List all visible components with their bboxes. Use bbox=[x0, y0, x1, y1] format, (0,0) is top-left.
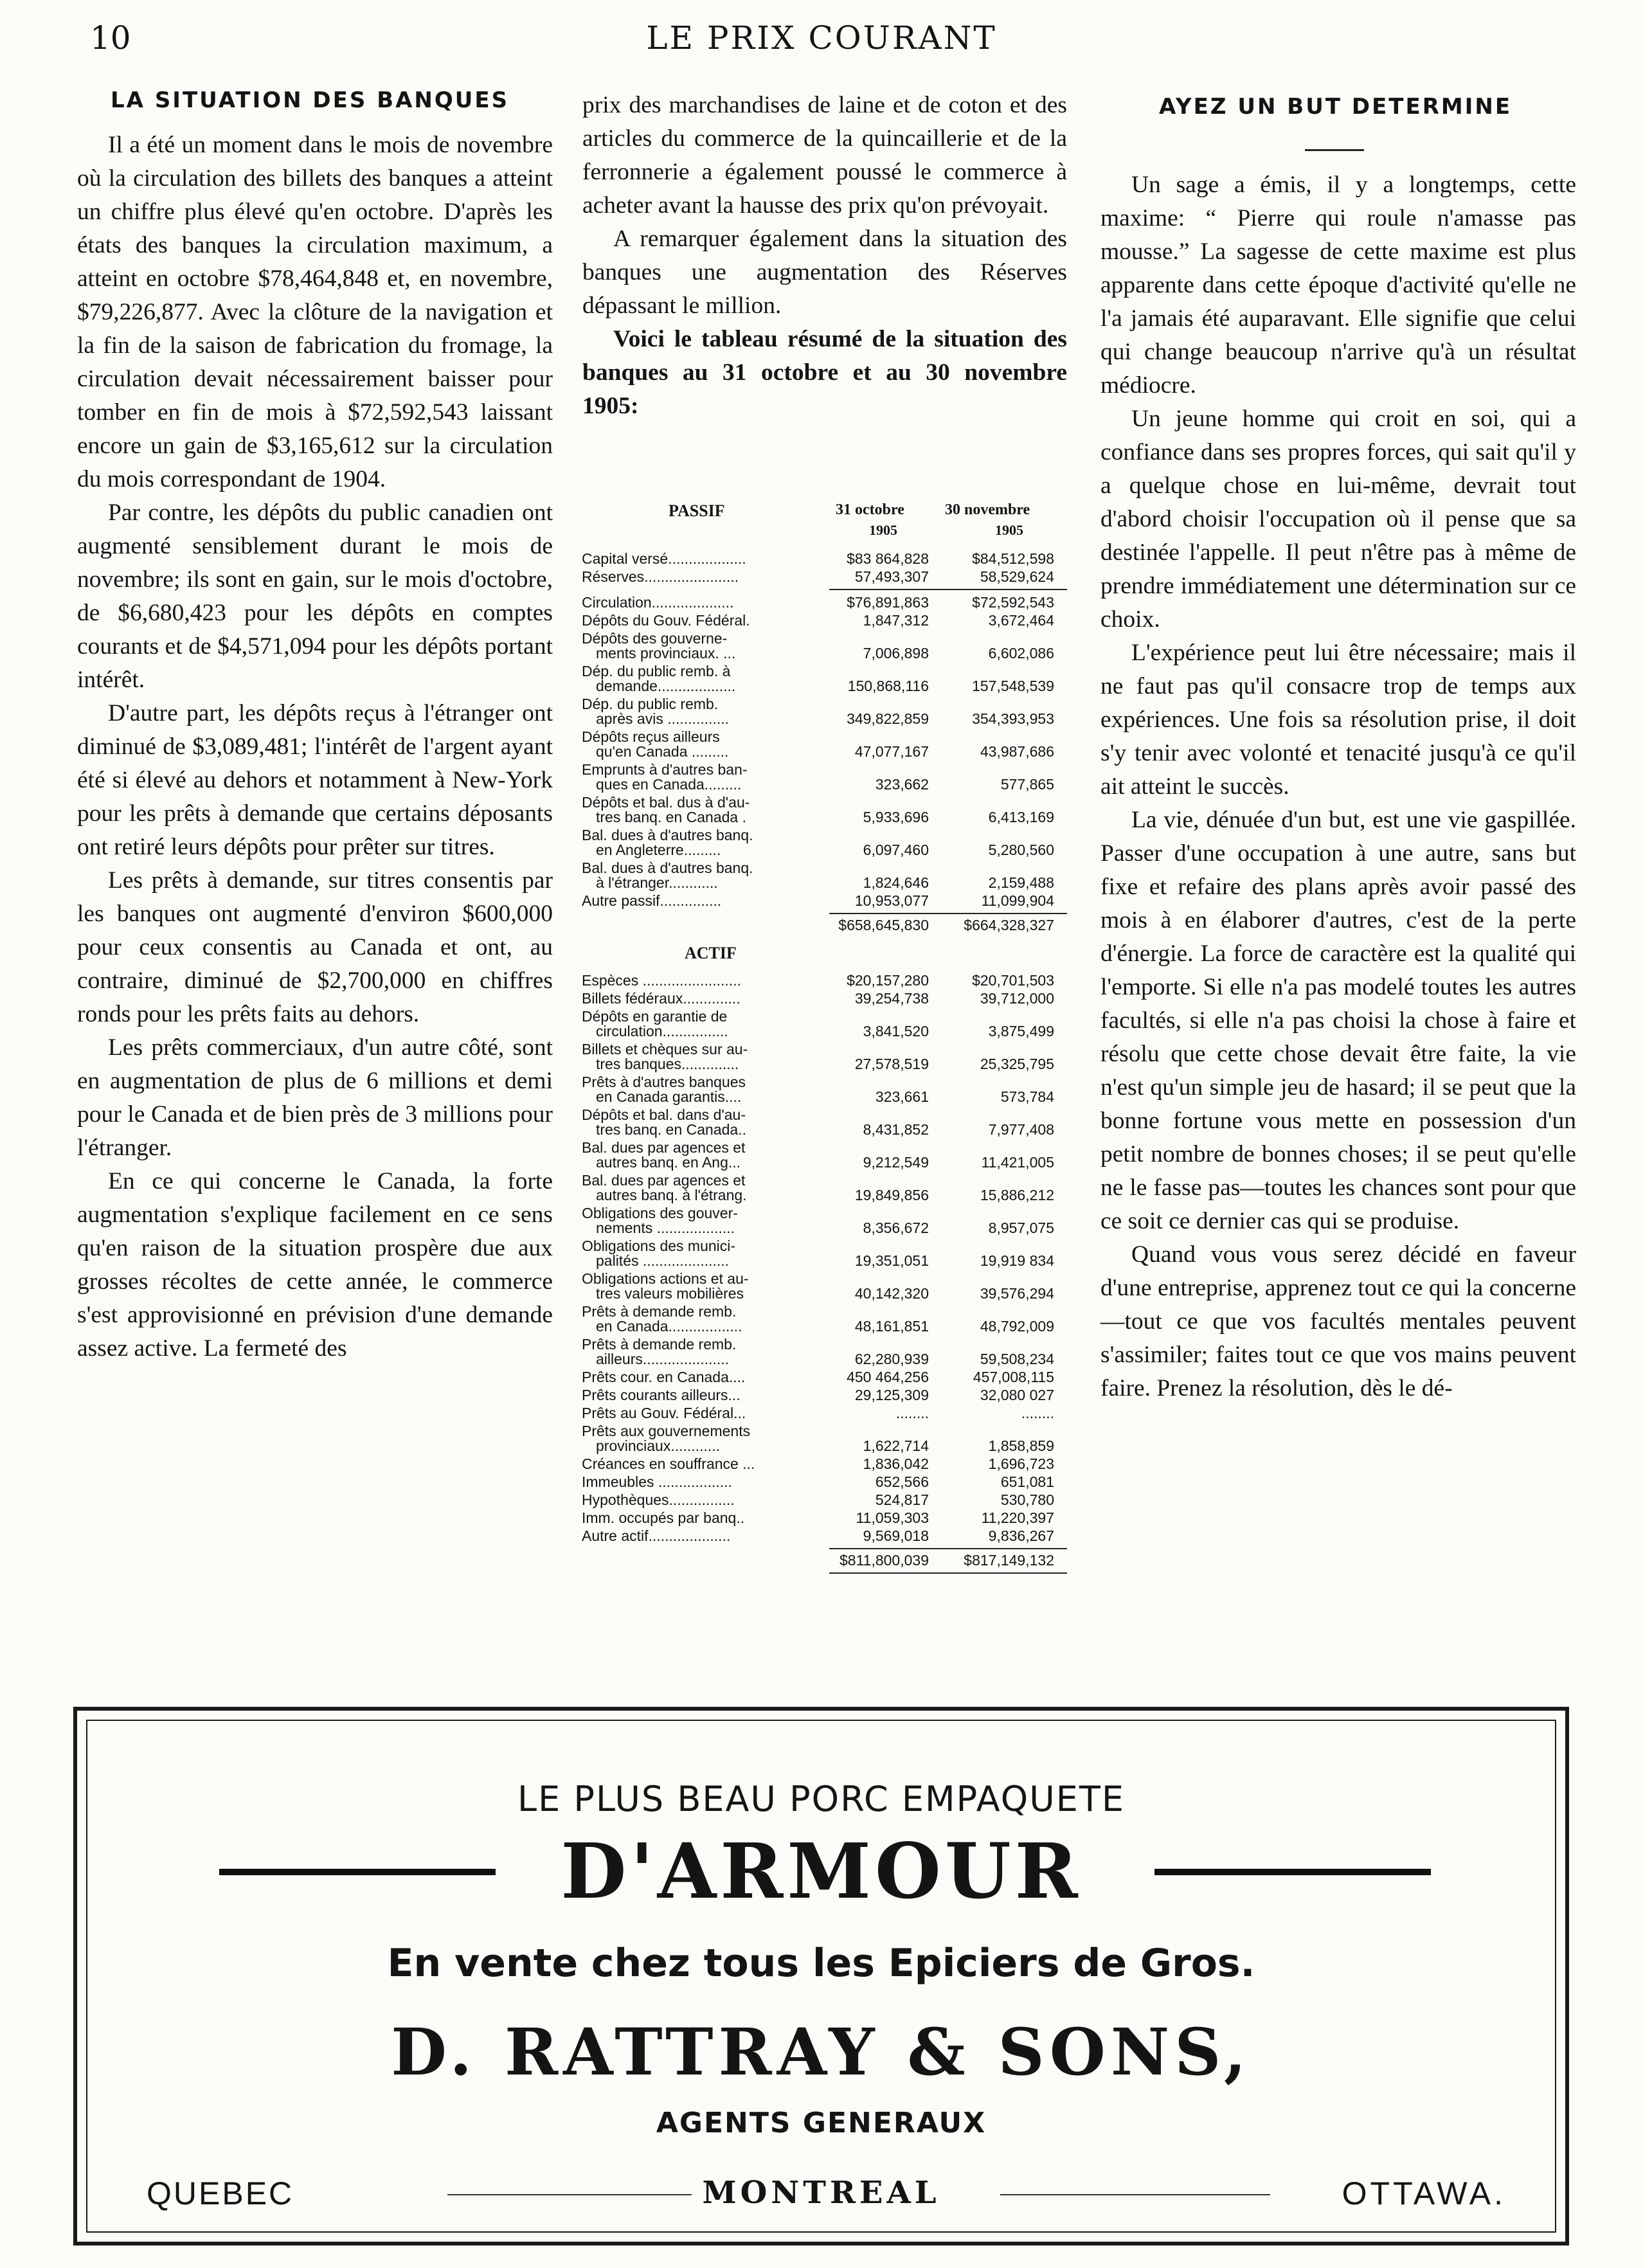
value-november: 457,008,115 bbox=[973, 1369, 1054, 1385]
value-october: 323,661 bbox=[875, 1088, 929, 1105]
value-november: 530,780 bbox=[1000, 1491, 1054, 1508]
row-label bbox=[582, 1406, 820, 1421]
row-label bbox=[582, 1475, 820, 1490]
value-november: 1,858,859 bbox=[988, 1437, 1054, 1454]
row-label bbox=[582, 697, 820, 726]
value-november: 157,548,539 bbox=[972, 678, 1054, 694]
value-october: $83 864,828 bbox=[847, 550, 929, 567]
row-label bbox=[582, 613, 820, 628]
row-label-line: Dépôts et bal. dans d'au- bbox=[582, 1106, 746, 1123]
paragraph: Par contre, les dépôts du public canadien ont augmenté sensiblement durant le mois de novembre; ils sont en gain, sur le mois d'octobre, de $6,680,423 pour les dépôts en comptes courants et de $4,571,094 pour les dépôts portant intérêt. bbox=[77, 500, 553, 693]
value-october: 48,161,851 bbox=[854, 1318, 929, 1335]
value-october: 29,125,309 bbox=[854, 1387, 929, 1403]
paragraph: Les prêts commerciaux, d'un autre côté, sont en augmentation de plus de 6 millions et demi pour le Canada et de bien près de 3 millions pour l'étranger. bbox=[77, 1034, 553, 1161]
row-label-line: Créances en souffrance ... bbox=[582, 1455, 755, 1472]
value-november: 7,977,408 bbox=[988, 1121, 1054, 1138]
value-november: 19,919 834 bbox=[980, 1252, 1054, 1269]
value-november: 59,508,234 bbox=[980, 1351, 1054, 1367]
value-october: 1,622,714 bbox=[863, 1437, 929, 1454]
value-october: 150,868,116 bbox=[847, 678, 929, 694]
row-label bbox=[582, 1108, 820, 1137]
value-november: $72,592,543 bbox=[972, 594, 1054, 611]
row-label bbox=[582, 1009, 820, 1039]
title-divider bbox=[1305, 149, 1364, 151]
row-label-line: Prêts cour. en Canada.... bbox=[582, 1369, 746, 1385]
value-november: 1,696,723 bbox=[988, 1455, 1054, 1472]
value-october: 1,847,312 bbox=[863, 612, 929, 629]
table-rule bbox=[829, 913, 1067, 914]
article-body-banques-cont bbox=[582, 89, 1067, 423]
table-year1: 1905 bbox=[869, 522, 897, 538]
row-label-line: Obligations actions et au- bbox=[582, 1270, 749, 1287]
journal-title: LE PRIX COURANT bbox=[646, 19, 997, 57]
value-november: 39,576,294 bbox=[980, 1285, 1054, 1302]
row-label-line: ques en Canada......... bbox=[596, 776, 742, 793]
row-label-line: circulation................ bbox=[596, 1023, 728, 1040]
paragraph: En ce qui concerne le Canada, la forte augmentation s'explique facilement en ce sens qu'en raison de la situation prospère due aux grosses récoltes de cette année, le commerce s'est approvisionné en prévision d'une demande assez active. La fermeté des bbox=[77, 1168, 553, 1362]
table-col2-head: 30 novembre bbox=[945, 501, 1030, 518]
value-november: $817,149,132 bbox=[964, 1552, 1054, 1569]
value-november: ........ bbox=[1021, 1405, 1054, 1421]
row-label-line: Prêts courants ailleurs... bbox=[582, 1387, 741, 1403]
row-label bbox=[582, 1388, 820, 1403]
value-october: 9,212,549 bbox=[863, 1154, 929, 1171]
article-title-banques: LA SITUATION DES BANQUES bbox=[111, 87, 510, 113]
ad-company: D. RATTRAY & SONS, bbox=[391, 2014, 1252, 2090]
value-october: 62,280,939 bbox=[854, 1351, 929, 1367]
row-label-line: Dép. du public remb. à bbox=[582, 663, 731, 680]
value-november: 577,865 bbox=[1000, 776, 1054, 793]
row-label bbox=[582, 1304, 820, 1334]
row-label-line: Billets et chèques sur au- bbox=[582, 1041, 748, 1058]
value-october: 10,953,077 bbox=[854, 892, 929, 909]
table-year2: 1905 bbox=[995, 522, 1023, 538]
paragraph: Un sage a émis, il y a longtemps, cette maxime: “ Pierre qui roule n'amasse pas mousse.” La sagesse de cette maxime est plus apparente dans cette époque d'activité qu'elle ne l'a jamais été auparavant. Elle signifie que celui qui change beaucoup n'arrive qu'à un résultat médiocre. bbox=[1100, 172, 1576, 399]
value-october: 5,933,696 bbox=[863, 809, 929, 825]
row-label-line: tres valeurs mobilières bbox=[596, 1285, 744, 1302]
paragraph: prix des marchandises de laine et de coton et des articles du commerce de la quincaillerie et de la ferronnerie a également poussé le commerce à acheter avant la hausse des prix qu'on prévoyait. bbox=[582, 92, 1067, 219]
row-label-line: Autre actif.................... bbox=[582, 1527, 731, 1544]
table-rule bbox=[829, 1572, 1067, 1574]
row-label-line: qu'en Canada ......... bbox=[596, 743, 729, 760]
row-label-line: Bal. dues par agences et bbox=[582, 1172, 746, 1189]
row-label-line: Dép. du public remb. bbox=[582, 696, 719, 712]
table-passif-label: PASSIF bbox=[669, 501, 725, 520]
value-october: $811,800,039 bbox=[839, 1552, 929, 1569]
row-label-line: Bal. dues à d'autres banq. bbox=[582, 860, 753, 876]
ad-city-quebec: QUEBEC bbox=[147, 2175, 294, 2211]
row-label-line: Hypothèques................ bbox=[582, 1491, 735, 1508]
value-october: 323,662 bbox=[875, 776, 929, 793]
row-label-line: ailleurs..................... bbox=[596, 1351, 730, 1367]
value-october: 47,077,167 bbox=[854, 743, 929, 760]
value-october: 9,569,018 bbox=[863, 1527, 929, 1544]
value-october: 8,356,672 bbox=[863, 1220, 929, 1236]
row-label-line: Réserves....................... bbox=[582, 568, 739, 585]
ad-dash-right bbox=[1000, 2194, 1270, 2195]
advertisement-box bbox=[73, 1707, 1569, 2246]
value-november: 354,393,953 bbox=[972, 710, 1054, 727]
row-label-line: en Angleterre......... bbox=[596, 842, 721, 858]
article-title-but: AYEZ UN BUT DETERMINE bbox=[1159, 94, 1513, 120]
row-label-line: tres banq. en Canada . bbox=[596, 809, 746, 825]
article-body-banques bbox=[77, 129, 553, 1365]
value-october: ........ bbox=[895, 1405, 929, 1421]
value-october: 6,097,460 bbox=[863, 842, 929, 858]
value-november: 32,080 027 bbox=[980, 1387, 1054, 1403]
value-october: 8,431,852 bbox=[863, 1121, 929, 1138]
paragraph: Quand vous vous serez décidé en faveur d'une entreprise, apprenez tout ce qui la concerne—tout ce que vos facultés mentales peuvent s'assimiler; faites tout ce que vos mains peuvent faire. Prenez la résolution, dès le dé- bbox=[1100, 1241, 1576, 1401]
row-label bbox=[582, 894, 820, 908]
paragraph: Les prêts à demande, sur titres consentis par les banques ont augmenté d'environ $600,000 pour ceux consentis au Canada et ont, au contraire, diminué de $2,700,000 en chiffres ronds pour les prêts faits au dehors. bbox=[77, 867, 553, 1027]
value-november: 15,886,212 bbox=[980, 1187, 1054, 1203]
row-label-line: Immeubles .................. bbox=[582, 1473, 732, 1490]
row-label bbox=[582, 795, 820, 825]
row-label bbox=[582, 973, 820, 988]
value-november: 3,672,464 bbox=[988, 612, 1054, 629]
value-november: 6,413,169 bbox=[988, 809, 1054, 825]
row-label-line: Obligations des gouver- bbox=[582, 1205, 738, 1221]
row-label-line: Emprunts à d'autres ban- bbox=[582, 761, 748, 778]
row-label-line: Billets fédéraux.............. bbox=[582, 990, 741, 1007]
row-label bbox=[582, 1272, 820, 1301]
row-label-line: Dépôts des gouverne- bbox=[582, 630, 728, 647]
row-label bbox=[582, 570, 820, 584]
value-october: 7,006,898 bbox=[863, 645, 929, 662]
row-label-line: palités ..................... bbox=[596, 1252, 730, 1269]
value-november: 573,784 bbox=[1000, 1088, 1054, 1105]
value-november: 2,159,488 bbox=[988, 874, 1054, 891]
row-label-line: Prêts aux gouvernements bbox=[582, 1423, 751, 1439]
paragraph: Un jeune homme qui croit en soi, qui a confiance dans ses propres forces, qui sait qu'il y a quelque chose en lui-même, devrait tout d'abord choisir l'occupation où il pense que sa destinée l'appelle. Il peut n'être pas à même de prendre immédiatement une détermination sur ce choix. bbox=[1100, 406, 1576, 633]
value-november: $664,328,327 bbox=[964, 917, 1054, 933]
row-label bbox=[582, 1239, 820, 1268]
row-label bbox=[582, 595, 820, 610]
value-october: 57,493,307 bbox=[854, 568, 929, 585]
row-label-line: à l'étranger............ bbox=[596, 874, 718, 891]
value-october: 27,578,519 bbox=[854, 1056, 929, 1072]
row-label bbox=[582, 1075, 820, 1104]
value-november: 43,987,686 bbox=[980, 743, 1054, 760]
article-body-but bbox=[1100, 168, 1576, 1405]
row-label-line: Capital versé................... bbox=[582, 550, 746, 567]
advertisement-inner-border bbox=[86, 1720, 1556, 2233]
value-november: $84,512,598 bbox=[972, 550, 1054, 567]
row-label bbox=[582, 1529, 820, 1544]
row-label bbox=[582, 730, 820, 759]
value-october: 1,836,042 bbox=[863, 1455, 929, 1472]
row-label bbox=[582, 1424, 820, 1454]
table-col1-head: 31 octobre bbox=[836, 501, 904, 518]
value-november: 651,081 bbox=[1000, 1473, 1054, 1490]
row-label bbox=[582, 1493, 820, 1508]
value-october: 3,841,520 bbox=[863, 1023, 929, 1040]
row-label-line: en Canada.................. bbox=[596, 1318, 742, 1335]
value-november: 11,099,904 bbox=[981, 892, 1054, 909]
value-october: $76,891,863 bbox=[847, 594, 929, 611]
row-label-line: Dépôts du Gouv. Fédéral. bbox=[582, 612, 750, 629]
value-november: 39,712,000 bbox=[980, 990, 1054, 1007]
value-october: $20,157,280 bbox=[847, 972, 929, 989]
row-label-line: Prêts au Gouv. Fédéral... bbox=[582, 1405, 746, 1421]
row-label bbox=[582, 1206, 820, 1236]
value-november: 25,325,795 bbox=[980, 1056, 1054, 1072]
value-october: 19,849,856 bbox=[854, 1187, 929, 1203]
value-october: 19,351,051 bbox=[854, 1252, 929, 1269]
row-label bbox=[582, 1173, 820, 1203]
row-label bbox=[582, 631, 820, 661]
row-label bbox=[582, 664, 820, 694]
row-label-line: Dépôts et bal. dus à d'au- bbox=[582, 794, 750, 811]
row-label bbox=[582, 861, 820, 890]
row-label-line: Imm. occupés par banq.. bbox=[582, 1509, 745, 1526]
value-october: 450 464,256 bbox=[847, 1369, 929, 1385]
value-october: 39,254,738 bbox=[854, 990, 929, 1007]
ad-agents: AGENTS GENERAUX bbox=[656, 2107, 987, 2139]
value-november: $20,701,503 bbox=[972, 972, 1054, 989]
paragraph: D'autre part, les dépôts reçus à l'étranger ont diminué de $3,089,481; l'intérêt de l'argent ayant été si élevé au dehors et notamment à New-York pour les prêts à demande que certains déposants ont retiré leurs dépôts pour prêter sur titres. bbox=[77, 700, 553, 860]
value-november: 5,280,560 bbox=[988, 842, 1054, 858]
row-label-line: Prêts à demande remb. bbox=[582, 1336, 737, 1353]
row-label bbox=[582, 1337, 820, 1367]
row-label bbox=[582, 991, 820, 1006]
paragraph: Voici le tableau résumé de la situation des banques au 31 octobre et au 30 novembre 1905: bbox=[582, 326, 1067, 419]
row-label-line: Prêts à d'autres banques bbox=[582, 1074, 746, 1090]
page-number: 10 bbox=[90, 19, 131, 57]
value-november: 8,957,075 bbox=[988, 1220, 1054, 1236]
value-november: 48,792,009 bbox=[980, 1318, 1054, 1335]
row-label bbox=[582, 762, 820, 792]
row-label-line: autres banq. en Ang... bbox=[596, 1154, 741, 1171]
row-label bbox=[582, 1140, 820, 1170]
table-actif-label: ACTIF bbox=[685, 944, 737, 962]
row-label-line: Dépôts en garantie de bbox=[582, 1008, 728, 1025]
value-november: 58,529,624 bbox=[980, 568, 1054, 585]
value-october: 652,566 bbox=[875, 1473, 929, 1490]
paragraph: La vie, dénuée d'un but, est une vie gaspillée. Passer d'une occupation à une autre, sans but fixe et refaire des plans après avoir passé des mois à en élaborer d'autres, c'est de la perte d'énergie. La force de caractère est la qualité qui l'emporte. Si elle n'a pas modelé toutes les autres facultés, si elle n'a pas choisi la chose à faire et résolu que cette chose devait être faite, la vie n'est qu'un simple jeu de hasard; il se peut que la bonne fortune vous mette en possession d'un petit nombre de bonnes choses; il se peut qu'elle ne le fasse pas—toutes les chances sont pour que ce soit ce dernier cas qui se produise. bbox=[1100, 807, 1576, 1234]
value-november: 11,220,397 bbox=[981, 1509, 1054, 1526]
ad-line1: LE PLUS BEAU PORC EMPAQUETE bbox=[517, 1779, 1125, 1819]
row-label bbox=[582, 828, 820, 858]
table-rule bbox=[829, 589, 1067, 590]
value-november: 11,421,005 bbox=[981, 1154, 1054, 1171]
value-october: 524,817 bbox=[875, 1491, 929, 1508]
ad-brand: D'ARMOUR bbox=[561, 1826, 1082, 1916]
row-label-line: Bal. dues à d'autres banq. bbox=[582, 827, 753, 843]
row-label-line: Espèces ........................ bbox=[582, 972, 741, 989]
row-label-line: Bal. dues par agences et bbox=[582, 1139, 746, 1156]
value-october: 40,142,320 bbox=[854, 1285, 929, 1302]
value-october: 349,822,859 bbox=[847, 710, 929, 727]
row-label bbox=[582, 1457, 820, 1472]
row-label-line: Obligations des munici- bbox=[582, 1238, 736, 1254]
row-label-line: Dépôts reçus ailleurs bbox=[582, 728, 720, 745]
row-label-line: après avis ............... bbox=[596, 710, 730, 727]
ad-city-montreal: MONTREAL bbox=[702, 2175, 940, 2211]
ad-line3: En vente chez tous les Epiciers de Gros. bbox=[387, 1941, 1255, 1986]
row-label-line: autres banq. à l'étrang. bbox=[596, 1187, 747, 1203]
paragraph: Il a été un moment dans le mois de novembre où la circulation des billets des banques a atteint un chiffre plus élevé qu'en octobre. D'après les états des banques la circulation maximum, a atteint en octobre $78,464,848 et, en novembre, $79,226,877. Avec la clôture de la navigation et la fin de la saison de fabrication du fromage, la circulation devait nécessairement baisser pour tomber en fin de mois à $72,592,543 laissant encore un gain de $3,165,612 sur la circulation du mois correspondant de 1904. bbox=[77, 132, 553, 492]
row-label bbox=[582, 1511, 820, 1526]
ad-city-ottawa: OTTAWA. bbox=[1342, 2175, 1506, 2211]
row-label bbox=[582, 1042, 820, 1072]
row-label-line: tres banq. en Canada.. bbox=[596, 1121, 746, 1138]
value-november: 6,602,086 bbox=[988, 645, 1054, 662]
value-november: 9,836,267 bbox=[988, 1527, 1054, 1544]
paragraph: L'expérience peut lui être nécessaire; mais il ne faut pas qu'il consacre trop de temps aux expériences. Une fois sa résolution prise, il doit s'y tenir avec volonté et tenacité jusqu'à ce qu'il ait atteint le succès. bbox=[1100, 640, 1576, 800]
value-october: 11,059,303 bbox=[856, 1509, 929, 1526]
value-november: 3,875,499 bbox=[988, 1023, 1054, 1040]
row-label-line: en Canada garantis.... bbox=[596, 1088, 742, 1105]
table-rule bbox=[829, 1548, 1067, 1549]
row-label-line: provinciaux............ bbox=[596, 1437, 721, 1454]
row-label bbox=[582, 552, 820, 566]
row-label-line: ments provinciaux. ... bbox=[596, 645, 736, 662]
row-label-line: Circulation.................... bbox=[582, 594, 734, 611]
row-label-line: nements ................... bbox=[596, 1220, 735, 1236]
row-label-line: tres banques.............. bbox=[596, 1056, 739, 1072]
value-october: $658,645,830 bbox=[838, 917, 929, 933]
value-october: 1,824,646 bbox=[863, 874, 929, 891]
row-label-line: Prêts à demande remb. bbox=[582, 1303, 737, 1320]
row-label-line: demande................... bbox=[596, 678, 736, 694]
paragraph: A remarquer également dans la situation des banques une augmentation des Réserves dépassant le million. bbox=[582, 226, 1067, 319]
row-label-line: Autre passif............... bbox=[582, 892, 722, 909]
row-label bbox=[582, 1370, 820, 1385]
